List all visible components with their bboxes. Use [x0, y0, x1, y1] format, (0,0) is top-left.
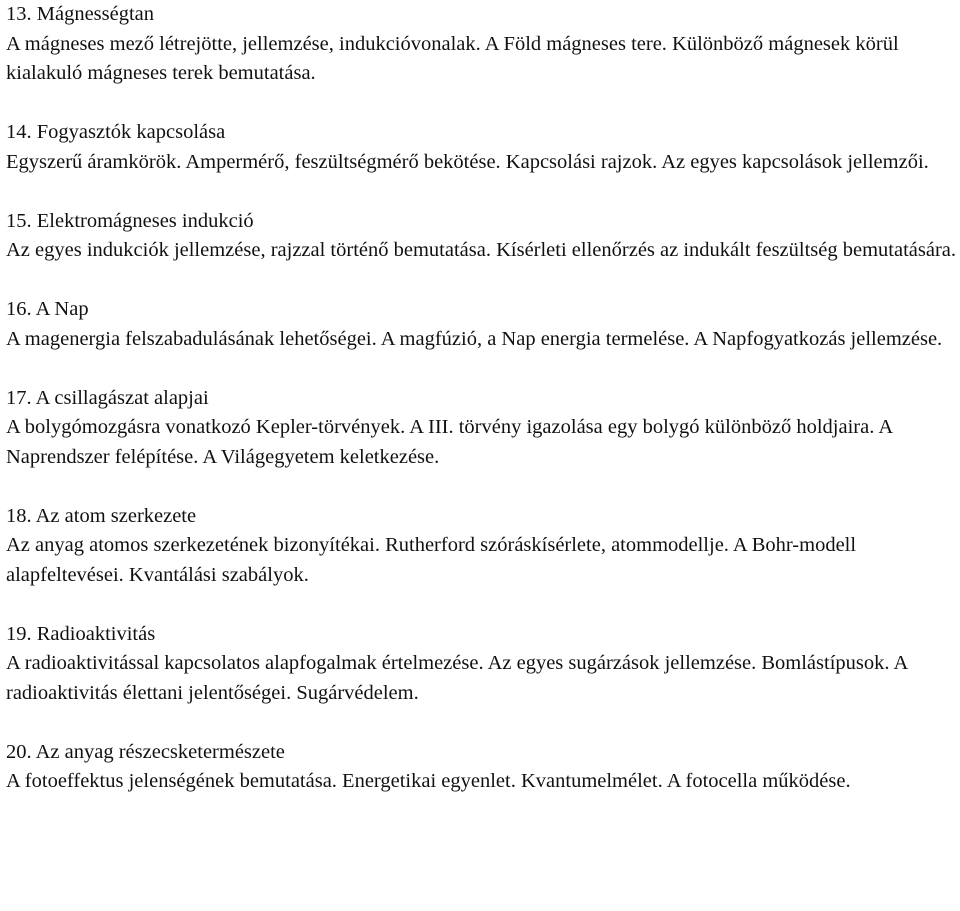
section-title: 14. Fogyasztók kapcsolása — [6, 121, 226, 143]
section-15 — [6, 207, 956, 266]
section-title: 18. Az atom szerkezete — [6, 504, 197, 527]
section-body: A fotoeffektus jelenségének bemutatása. Energetikai egyenlet. Kvantumelmélet. A fotocella működése. — [6, 770, 851, 792]
section-title: 20. Az anyag részecsketermészete — [6, 740, 285, 763]
section-14 — [6, 118, 956, 177]
section-body: A radioaktivitással kapcsolatos alapfogalmak értelmezése. Az egyes sugárzások jellemzése. Bomlástípusok. A radioaktivitás élettani jelentőségei. Sugárvédelem. — [6, 652, 908, 704]
section-20 — [6, 738, 956, 797]
section-title: 19. Radioaktivitás — [6, 622, 156, 645]
section-19 — [6, 620, 956, 709]
document-page — [6, 0, 956, 826]
section-16 — [6, 295, 956, 354]
section-13 — [6, 0, 956, 89]
section-body: A magenergia felszabadulásának lehetőségei. A magfúzió, a Nap energia termelése. A Napfogyatkozás jellemzése. — [6, 327, 943, 350]
section-17 — [6, 384, 956, 473]
section-body: A bolygómozgásra vonatkozó Kepler-törvények. A III. törvény igazolása egy bolygó különböző holdjaira. A Naprendszer felépítése. A Világegyetem keletkezése. — [6, 416, 892, 468]
section-body: Az anyag atomos szerkezetének bizonyítékai. Rutherford szóráskísérlete, atommodellje. A Bohr-modell alapfeltevései. Kvantálási szabályok. — [6, 534, 857, 586]
section-body: Egyszerű áramkörök. Ampermérő, feszültségmérő bekötése. Kapcsolási rajzok. Az egyes kapcsolások jellemzői. — [6, 150, 929, 173]
section-body: A mágneses mező létrejötte, jellemzése, indukcióvonalak. A Föld mágneses tere. Különböző mágnesek körül kialakuló mágneses terek bemutatása. — [6, 32, 899, 84]
section-title: 15. Elektromágneses indukció — [6, 209, 254, 232]
section-title: 13. Mágnességtan — [6, 3, 155, 25]
section-18 — [6, 502, 956, 591]
section-body: Az egyes indukciók jellemzése, rajzzal történő bemutatása. Kísérleti ellenőrzés az indukált feszültség bemutatására. — [6, 239, 957, 261]
section-title: 16. A Nap — [6, 298, 89, 320]
section-title: 17. A csillagászat alapjai — [6, 386, 209, 409]
